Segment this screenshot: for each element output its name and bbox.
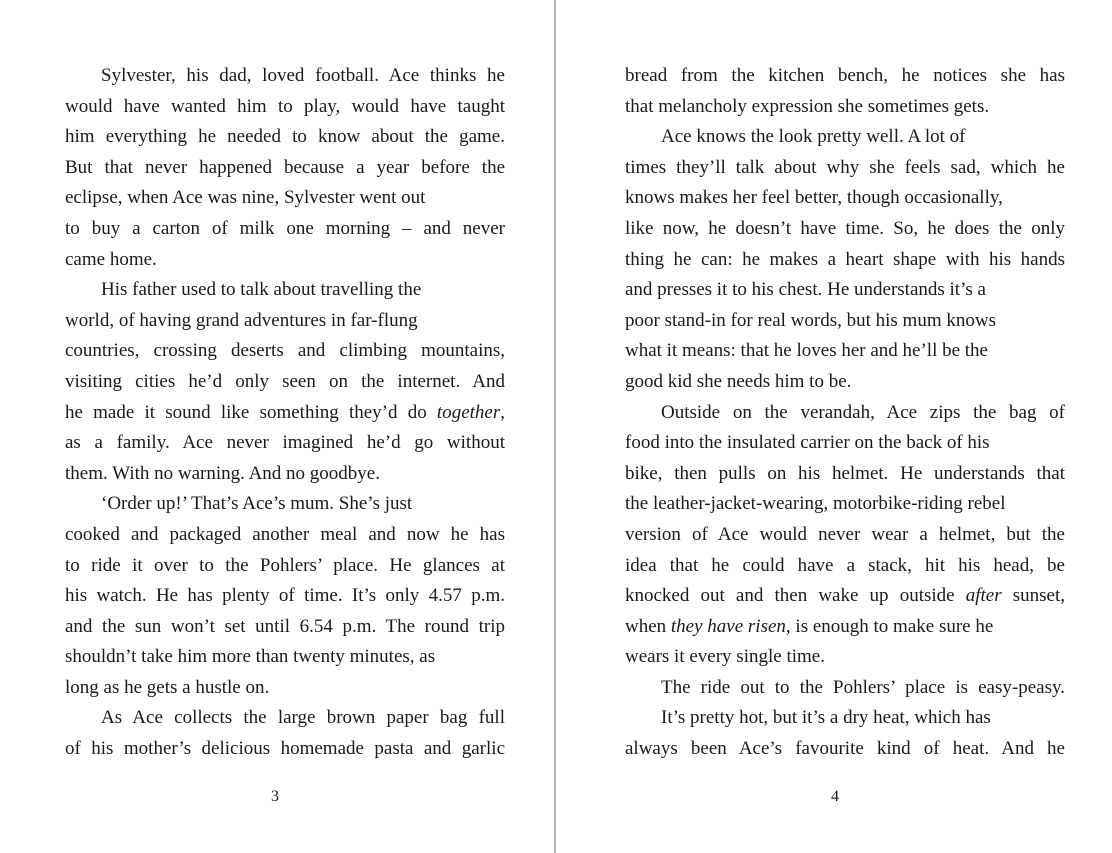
text-line <box>625 367 1065 398</box>
page-gutter-divider <box>554 0 556 853</box>
text-line <box>65 245 505 276</box>
text-run: times they’ll talk about why she feels sad, which he <box>625 156 1065 178</box>
right-page-text <box>625 61 1065 765</box>
text-line <box>625 336 1065 367</box>
text-line <box>625 642 1065 673</box>
text-line <box>65 367 505 398</box>
text-line <box>625 459 1065 490</box>
text-run: to buy a carton of milk one morning – and never <box>65 217 505 239</box>
text-run: that melancholy expression she sometimes gets. <box>625 95 990 117</box>
text-line <box>65 336 505 367</box>
text-line <box>65 673 505 704</box>
text-run: always been Ace’s favourite kind of heat. And he <box>625 738 1065 760</box>
text-line <box>625 703 1065 734</box>
text-run: thing he can: he makes a heart shape with his hands <box>625 248 1065 270</box>
left-page-text <box>65 61 505 765</box>
text-run: long as he gets a hustle on. <box>65 676 270 698</box>
text-run: eclipse, when Ace was nine, Sylvester went out <box>65 187 426 209</box>
text-run: what it means: that he loves her and he’ll be the <box>625 340 988 362</box>
text-run: bike, then pulls on his helmet. He understands that <box>625 462 1065 484</box>
text-line <box>65 459 505 490</box>
text-run: as a family. Ace never imagined he’d go without <box>65 432 505 454</box>
text-line <box>65 428 505 459</box>
text-run: But that never happened because a year before the <box>65 156 505 178</box>
text-line <box>625 428 1065 459</box>
text-line <box>625 61 1065 92</box>
text-line <box>65 520 505 551</box>
text-run: came home. <box>65 248 157 270</box>
text-run: sunset, <box>1001 585 1066 607</box>
text-line <box>65 183 505 214</box>
text-run: countries, crossing deserts and climbing mountains, <box>65 340 505 362</box>
left-page-number: 3 <box>271 788 279 805</box>
text-line <box>65 398 505 429</box>
text-run: he made it sound like something they’d do <box>65 401 437 423</box>
text-line <box>65 275 505 306</box>
text-run: His father used to talk about travelling the <box>101 279 422 301</box>
text-line <box>65 489 505 520</box>
text-run: poor stand-in for real words, but his mum knows <box>625 309 996 331</box>
text-run: It’s pretty hot, but it’s a dry heat, which has <box>661 707 991 729</box>
text-line <box>625 153 1065 184</box>
italic-text: after <box>965 585 1002 607</box>
text-line <box>625 245 1065 276</box>
text-line <box>625 398 1065 429</box>
text-run: and the sun won’t set until 6.54 p.m. The round trip <box>65 615 505 637</box>
text-line <box>65 703 505 734</box>
text-run: Ace knows the look pretty well. A lot of <box>661 126 966 148</box>
text-line <box>625 183 1065 214</box>
text-line <box>65 306 505 337</box>
text-run: knows makes her feel better, though occasionally, <box>625 187 1003 209</box>
text-line <box>65 581 505 612</box>
text-run: , <box>500 401 505 423</box>
italic-text: together <box>436 401 501 423</box>
text-line <box>625 612 1065 643</box>
text-run: Outside on the verandah, Ace zips the bag of <box>661 401 1065 423</box>
text-line <box>625 734 1065 765</box>
text-line <box>625 306 1065 337</box>
text-line <box>65 734 505 765</box>
text-run: would have wanted him to play, would have taught <box>65 95 505 117</box>
text-line <box>625 520 1065 551</box>
text-run: and presses it to his chest. He understands it’s a <box>625 279 986 301</box>
text-run: idea that he could have a stack, hit his head, be <box>625 554 1065 576</box>
text-run: version of Ace would never wear a helmet, but the <box>625 523 1065 545</box>
text-run: shouldn’t take him more than twenty minutes, as <box>65 646 436 668</box>
text-line <box>625 489 1065 520</box>
text-run: ‘Order up!’ That’s Ace’s mum. She’s just <box>101 493 413 515</box>
text-line <box>625 275 1065 306</box>
text-run: wears it every single time. <box>625 646 825 668</box>
text-line <box>65 612 505 643</box>
text-run: bread from the kitchen bench, he notices she has <box>625 65 1065 86</box>
text-run: good kid she needs him to be. <box>625 370 852 392</box>
text-run: to ride it over to the Pohlers’ place. He glances at <box>65 554 505 576</box>
text-line <box>625 581 1065 612</box>
text-line <box>625 673 1065 704</box>
text-line <box>625 92 1065 123</box>
text-run: his watch. He has plenty of time. It’s only 4.57 p.m. <box>65 585 505 607</box>
italic-text: they have risen <box>670 615 786 637</box>
text-line <box>65 551 505 582</box>
text-run: food into the insulated carrier on the back of his <box>625 432 990 454</box>
text-run: cooked and packaged another meal and now he has <box>65 523 505 545</box>
text-run: of his mother’s delicious homemade pasta and garlic <box>65 738 505 760</box>
text-run: knocked out and then wake up outside <box>625 585 966 607</box>
text-run: , is enough to make sure he <box>785 615 994 637</box>
right-page-number: 4 <box>831 788 839 805</box>
text-run: Sylvester, his dad, loved football. Ace thinks he <box>101 65 505 86</box>
text-run: the leather-jacket-wearing, motorbike-riding rebel <box>625 493 1006 515</box>
text-line <box>65 122 505 153</box>
text-run: them. With no warning. And no goodbye. <box>65 462 380 484</box>
text-line <box>65 642 505 673</box>
text-run: visiting cities he’d only seen on the internet. And <box>65 370 505 392</box>
text-run: As Ace collects the large brown paper bag full <box>101 707 505 729</box>
text-line <box>65 92 505 123</box>
text-run: when <box>625 615 671 637</box>
text-line <box>65 153 505 184</box>
text-run: world, of having grand adventures in far-flung <box>65 309 418 331</box>
text-run: like now, he doesn’t have time. So, he does the only <box>625 217 1065 239</box>
text-run: The ride out to the Pohlers’ place is easy-peasy. <box>661 676 1065 698</box>
text-line <box>65 61 505 92</box>
text-run: him everything he needed to know about the game. <box>65 126 505 148</box>
text-line <box>625 214 1065 245</box>
text-line <box>625 551 1065 582</box>
text-line <box>65 214 505 245</box>
text-line <box>625 122 1065 153</box>
